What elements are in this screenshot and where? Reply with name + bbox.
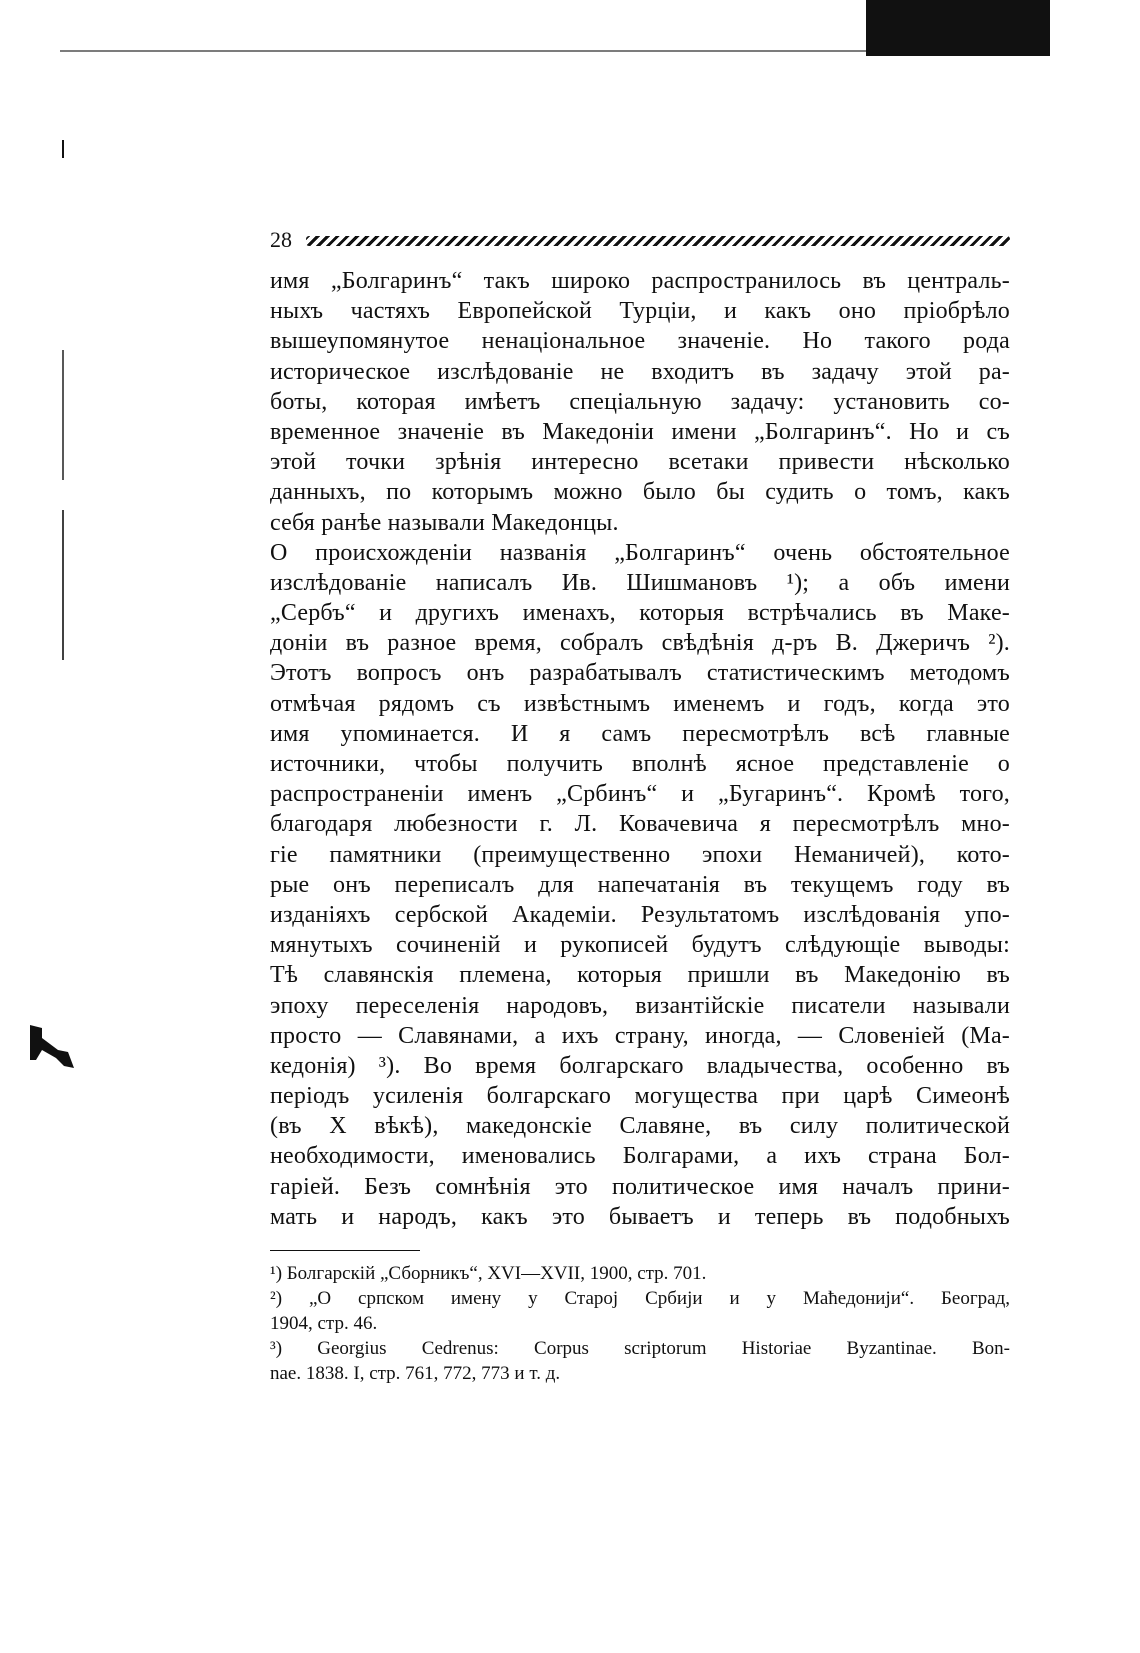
text-line: необходимости, именовались Болгарами, а ихъ страна Бол- — [270, 1143, 1010, 1170]
text-line: источники, чтобы получить вполнѣ ясное представленіе о — [270, 751, 1010, 777]
scan-margin-line — [62, 350, 64, 480]
text-line: имя „Болгаринъ“ такъ широко распространилось въ централь- — [270, 268, 1010, 294]
book-page — [270, 220, 1010, 1386]
scan-arrow-mark — [28, 1020, 78, 1070]
text-line: О происхожденіи названія „Болгаринъ“ очень обстоятельное — [270, 539, 1010, 566]
footnote-line: 1904, стр. 46. — [270, 1313, 378, 1334]
text-line: гіе памятники (преимущественно эпохи Неманичей), кото- — [270, 841, 1010, 868]
text-line: кедонія) ³). Во время болгарскаго владычества, особенно въ — [270, 1052, 1010, 1079]
scan-top-line — [60, 50, 870, 52]
scan-margin-line-2 — [62, 510, 64, 660]
footnote-line: ¹) Болгарскій „Сборникъ“, XVI—XVII, 1900, стр. 701. — [270, 1263, 707, 1284]
page-header — [270, 220, 1010, 260]
header-ornament — [306, 236, 1010, 246]
footnotes — [270, 1261, 1010, 1386]
text-line: отмѣчая рядомъ съ извѣстнымъ именемъ и годъ, когда это — [270, 690, 1010, 717]
text-line: имя упоминается. И я самъ пересмотрѣлъ всѣ главные — [270, 720, 1010, 747]
text-line: (въ X вѣкѣ), македонскіе Славяне, въ силу политической — [270, 1113, 1010, 1140]
text-line: мать и народъ, какъ это бываетъ и теперь въ подобныхъ — [270, 1203, 1010, 1230]
text-line: себя ранѣе называли Македонцы. — [270, 509, 619, 536]
text-line: изслѣдованіе написалъ Ив. Шишмановъ ¹); а объ имени — [270, 569, 1010, 596]
text-line: рые онъ переписалъ для напечатанія въ текущемъ году въ — [270, 871, 1010, 898]
text-line: ныхъ частяхъ Европейской Турціи, и какъ оно пріобрѣло — [270, 298, 1010, 325]
text-line: доніи въ разное время, собралъ свѣдѣнія д-ръ В. Джеричъ ²). — [270, 630, 1010, 657]
page-number: 28 — [270, 227, 292, 252]
footnote-line: ²) „О српском имену у Староj Србиjи и у Маћедониjи“. Београд, — [270, 1288, 1010, 1309]
text-line: „Сербъ“ и другихъ именахъ, которыя встрѣчались въ Маке- — [270, 600, 1010, 627]
text-line: изданіяхъ сербской Академіи. Результатомъ изслѣдованія упо- — [270, 901, 1010, 928]
text-line: временное значеніе въ Македоніи имени „Болгаринъ“. Но и съ — [270, 418, 1010, 445]
footnote-line: ³) Georgius Cedrenus: Corpus scriptorum Historiae Byzantinae. Bon- — [270, 1338, 1010, 1359]
text-line: Тѣ славянскія племена, которыя пришли въ Македонію въ — [270, 962, 1010, 989]
text-line: данныхъ, по которымъ можно было бы судить о томъ, какъ — [270, 479, 1010, 506]
scan-margin-dash — [62, 140, 64, 158]
text-line: историческое изслѣдованіе не входитъ въ задачу этой ра- — [270, 358, 1010, 385]
text-line: просто — Славянами, а ихъ страну, иногда, — Словеніей (Ма- — [270, 1022, 1010, 1049]
text-line: Этотъ вопросъ онъ разрабатывалъ статистическимъ методомъ — [270, 660, 1010, 687]
text-line: вышеупомянутое ненаціональное значеніе. Но такого рода — [270, 328, 1010, 355]
footnote-separator — [270, 1250, 420, 1251]
text-line: гаріей. Безъ сомнѣнія это политическое имя началъ прини- — [270, 1173, 1010, 1200]
text-line: мянутыхъ сочиненій и рукописей будутъ слѣдующіе выводы: — [270, 932, 1010, 959]
text-line: періодъ усиленія болгарскаго могущества при царѣ Симеонѣ — [270, 1083, 1010, 1110]
text-line: благодаря любезности г. Л. Ковачевича я пересмотрѣлъ мно- — [270, 811, 1010, 838]
text-line: эпоху переселенія народовъ, византійскіе писатели называли — [270, 992, 1010, 1019]
text-line: этой точки зрѣнія интересно всетаки привести нѣсколько — [270, 449, 1010, 476]
text-line: распространеніи именъ „Србинъ“ и „Бугаринъ“. Кромѣ того, — [270, 781, 1010, 808]
text-line: боты, которая имѣетъ спеціальную задачу: установить со- — [270, 388, 1010, 415]
body-text — [270, 266, 1010, 1232]
scan-corner-block — [866, 0, 1050, 56]
footnote-line: nae. 1838. I, стр. 761, 772, 773 и т. д. — [270, 1363, 561, 1384]
